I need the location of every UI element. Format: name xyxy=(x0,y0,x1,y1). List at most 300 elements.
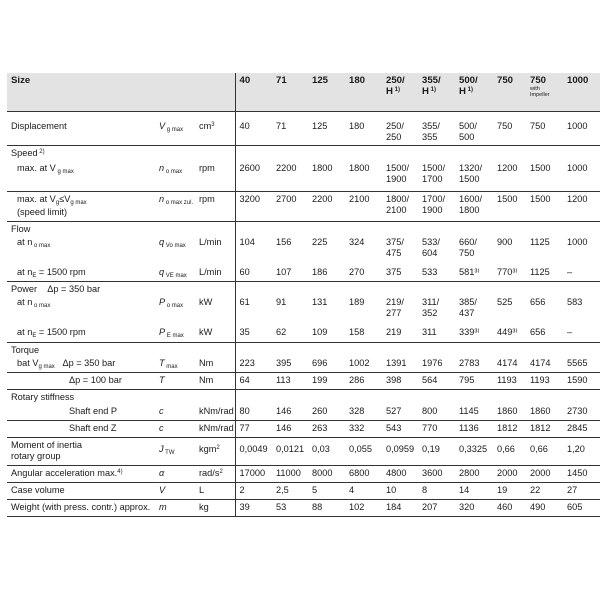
value-line: 225 xyxy=(312,236,328,247)
row-label: at n $_{o max}$ xyxy=(17,297,51,309)
value-4 xyxy=(382,438,418,466)
row-symbol xyxy=(155,295,195,325)
value-line: 184 xyxy=(386,502,402,512)
value-line: 324 xyxy=(349,236,365,247)
value-0 xyxy=(235,161,272,191)
superscript: 4) xyxy=(117,469,123,475)
value-4 xyxy=(382,483,418,500)
section-title: Power Δp = 350 bar xyxy=(11,284,101,294)
value-9 xyxy=(563,265,600,282)
value-line: 277 xyxy=(386,308,402,318)
value-line: 527 xyxy=(386,405,402,416)
size-col-3: 180 xyxy=(345,73,382,112)
value-line: 19 xyxy=(497,485,508,495)
value-3 xyxy=(345,161,382,191)
value-3 xyxy=(345,404,382,421)
value-line: 91 xyxy=(276,297,287,307)
value-line: 1450 xyxy=(567,468,588,478)
value-line: 35 xyxy=(239,327,250,337)
value-2 xyxy=(308,373,345,390)
row-torque_350 xyxy=(7,356,600,373)
value-0 xyxy=(235,325,272,342)
value-6 xyxy=(455,438,493,466)
value-7 xyxy=(493,112,526,146)
value-5 xyxy=(418,421,455,438)
value-line: 2200 xyxy=(276,163,297,173)
value-line: 525 xyxy=(497,297,513,307)
row-angular xyxy=(7,466,600,483)
value-5 xyxy=(418,373,455,390)
value-line: 900 xyxy=(497,236,513,247)
value-1 xyxy=(272,404,308,421)
value-2 xyxy=(308,483,345,500)
subscript: g xyxy=(55,199,60,206)
value-3 xyxy=(345,438,382,466)
value-5 xyxy=(418,265,455,282)
value-line: 1860 xyxy=(497,405,518,416)
value-6 xyxy=(455,466,493,483)
symbol: P xyxy=(159,297,166,307)
impeller-note: with Impeller xyxy=(530,86,550,98)
value-line: 1125 xyxy=(530,236,550,247)
row-unit: rpm xyxy=(195,161,235,191)
value-2 xyxy=(308,295,345,325)
value-line: 0,66 xyxy=(530,444,548,454)
value-line: 17000 xyxy=(239,468,266,478)
value-line: 8000 xyxy=(312,468,333,478)
value-5 xyxy=(418,356,455,373)
value-4 xyxy=(382,466,418,483)
value-9 xyxy=(563,483,600,500)
value-6 xyxy=(455,421,493,438)
value-0 xyxy=(235,265,272,282)
value-line: 352 xyxy=(422,308,438,318)
value-0 xyxy=(235,500,272,517)
value-line: 660/ xyxy=(459,236,477,247)
value-line: 146 xyxy=(276,405,292,416)
value-8 xyxy=(526,373,563,390)
value-2 xyxy=(308,356,345,373)
value-8 xyxy=(526,421,563,438)
value-2 xyxy=(308,191,345,221)
condition: Δp = 350 bar xyxy=(37,284,101,294)
section-title: Flow xyxy=(11,223,31,234)
row-stiff_z xyxy=(7,421,600,438)
value-line: 1500 xyxy=(459,174,480,184)
value-line: 1590 xyxy=(567,375,588,385)
row-symbol xyxy=(155,265,195,282)
value-line: 10 xyxy=(386,485,397,495)
value-line: 113 xyxy=(276,375,291,385)
subscript: o max xyxy=(165,303,184,309)
value-line: 490 xyxy=(530,502,546,512)
value-9 xyxy=(563,438,600,466)
size-col-2: 125 xyxy=(308,73,345,112)
value-1 xyxy=(272,483,308,500)
value-7 xyxy=(493,265,526,282)
row-label: Δp = 100 bar xyxy=(7,373,155,390)
value-9 xyxy=(563,191,600,221)
value-9 xyxy=(563,500,600,517)
value-line: 5 xyxy=(312,485,318,495)
value-line: 500/ xyxy=(459,121,477,131)
value-8 xyxy=(526,295,563,325)
value-line: 2700 xyxy=(276,193,297,204)
row-unit: rpm xyxy=(195,191,235,221)
row-inertia xyxy=(7,438,600,466)
value-3 xyxy=(345,325,382,342)
row-stiff_p xyxy=(7,404,600,421)
value-3 xyxy=(345,235,382,265)
value-6 xyxy=(455,404,493,421)
value-0 xyxy=(235,404,272,421)
value-line: 14 xyxy=(459,485,470,495)
value-line: 583 xyxy=(567,297,583,307)
symbol: m xyxy=(159,502,167,512)
value-line: 750 xyxy=(530,121,546,131)
value-line: 1145 xyxy=(459,405,479,416)
value-5 xyxy=(418,438,455,466)
value-8 xyxy=(526,112,563,146)
subscript: max xyxy=(164,363,178,370)
value-4 xyxy=(382,404,418,421)
value-3 xyxy=(345,483,382,500)
row-weight xyxy=(7,500,600,517)
value-line: 1900 xyxy=(422,204,443,215)
row-symbol xyxy=(155,438,195,466)
value-9 xyxy=(563,466,600,483)
value-line: 2783 xyxy=(459,357,480,368)
value-line: 375 xyxy=(386,266,402,277)
value-line: 22 xyxy=(530,485,541,495)
value-line: 770 xyxy=(422,423,438,433)
value-0 xyxy=(235,295,272,325)
value-1 xyxy=(272,295,308,325)
value-line: 1700/ xyxy=(422,193,445,204)
value-5 xyxy=(418,483,455,500)
size-col-0: 40 xyxy=(235,73,272,112)
value-7 xyxy=(493,325,526,342)
size-col-8: 750 with Impeller xyxy=(526,73,563,112)
size-label: Size xyxy=(7,73,155,112)
value-9 xyxy=(563,373,600,390)
value-7 xyxy=(493,404,526,421)
row-unit: kNm/rad xyxy=(195,404,235,421)
value-6 xyxy=(455,161,493,191)
value-line: 107 xyxy=(276,266,292,277)
value-0 xyxy=(235,373,272,390)
value-2 xyxy=(308,421,345,438)
section-title: Speed $^{2)}$ xyxy=(11,148,45,158)
value-line: 189 xyxy=(349,297,365,307)
row-unit: kW xyxy=(199,297,213,307)
subscript: o max xyxy=(32,303,51,309)
value-line: 460 xyxy=(497,502,513,512)
value-line: 2200 xyxy=(312,193,333,204)
row-label: max. at $V_g\le V_{g max}$ (speed limit) xyxy=(7,191,155,221)
value-5 xyxy=(418,500,455,517)
value-line: 604 xyxy=(422,247,438,258)
value-2 xyxy=(308,404,345,421)
size-col-6: 500/ H $^{1)}$ xyxy=(455,73,493,112)
row-unit: L/min xyxy=(199,236,222,247)
value-1 xyxy=(272,191,308,221)
value-line: 437 xyxy=(459,308,475,318)
row-symbol xyxy=(155,373,195,390)
row-displacement xyxy=(7,112,600,146)
value-line: 375/ xyxy=(386,236,404,247)
value-2 xyxy=(308,235,345,265)
value-line: 696 xyxy=(312,357,328,368)
value-line: 102 xyxy=(349,502,365,512)
value-8 xyxy=(526,483,563,500)
value-line: 1812 xyxy=(530,423,551,433)
row-unit: $cm^3$ xyxy=(195,112,235,146)
section-speed_title xyxy=(7,146,600,162)
value-line: 533/ xyxy=(422,236,440,247)
value-line: 1000 xyxy=(567,163,588,173)
value-5 xyxy=(418,404,455,421)
value-line: 1800 xyxy=(349,163,370,173)
value-line: 0,3325 xyxy=(459,444,488,454)
value-line: 53 xyxy=(276,502,287,512)
row-speed_max xyxy=(7,161,600,191)
value-line: 750 xyxy=(459,247,475,258)
value-line: 2,5 xyxy=(276,485,289,495)
value-2 xyxy=(308,112,345,146)
value-6 xyxy=(455,500,493,517)
value-line: 223 xyxy=(239,357,255,368)
value-line: 219 xyxy=(386,327,402,337)
value-7 xyxy=(493,438,526,466)
value-line: 385/ xyxy=(459,297,477,307)
value-line: 1193 xyxy=(530,375,550,385)
row-unit: kg xyxy=(195,500,235,517)
value-3 xyxy=(345,112,382,146)
superscript: 1) xyxy=(428,87,436,93)
value-line: 4800 xyxy=(386,468,407,478)
value-line: 1976 xyxy=(422,357,443,368)
row-symbol xyxy=(155,235,195,265)
value-4 xyxy=(382,265,418,282)
row-case xyxy=(7,483,600,500)
value-line: 11000 xyxy=(276,468,301,478)
value-2 xyxy=(308,325,345,342)
value-line: 4 xyxy=(349,485,355,495)
value-line: 656 xyxy=(530,327,546,337)
value-3 xyxy=(345,500,382,517)
value-line: 311 xyxy=(422,327,437,337)
row-symbol xyxy=(155,112,195,146)
value-7 xyxy=(493,421,526,438)
row-unit: Nm xyxy=(195,373,235,390)
subscript: g max xyxy=(38,363,55,370)
value-line: 332 xyxy=(349,423,365,433)
subscript: Vo max xyxy=(164,242,186,249)
table-header xyxy=(7,73,600,112)
value-line: 2000 xyxy=(497,468,518,478)
section-stiff_title xyxy=(7,390,600,404)
row-symbol xyxy=(155,466,195,483)
value-8 xyxy=(526,265,563,282)
value-line: 1000 xyxy=(567,236,588,247)
value-1 xyxy=(272,265,308,282)
row-torque_100 xyxy=(7,373,600,390)
value-0 xyxy=(235,466,272,483)
row-symbol xyxy=(155,161,195,191)
size-col-7: 750 xyxy=(493,73,526,112)
row-label: at n $_{o max}$ xyxy=(17,236,51,249)
value-0 xyxy=(235,356,272,373)
subscript: o max zul. xyxy=(164,199,194,206)
value-0 xyxy=(235,112,272,146)
row-flow_1500 xyxy=(7,265,600,282)
value-line: 1812 xyxy=(497,423,518,433)
value-9 xyxy=(563,112,600,146)
value-6 xyxy=(455,191,493,221)
subscript: E max xyxy=(165,333,184,339)
value-8 xyxy=(526,500,563,517)
value-line: 1800/ xyxy=(386,193,409,204)
value-5 xyxy=(418,235,455,265)
value-7 xyxy=(493,161,526,191)
row-unit: rad/$s^2$ xyxy=(195,466,235,483)
value-1 xyxy=(272,438,308,466)
value-line: 109 xyxy=(312,327,328,337)
row-symbol xyxy=(155,421,195,438)
value-6 xyxy=(455,265,493,282)
value-line: 3600 xyxy=(422,468,443,478)
value-4 xyxy=(382,191,418,221)
subscript: g max xyxy=(165,127,184,133)
value-1 xyxy=(272,356,308,373)
value-3 xyxy=(345,191,382,221)
value-line: 2100 xyxy=(349,193,370,204)
row-symbol xyxy=(155,191,195,221)
subscript: o max xyxy=(32,242,51,249)
value-line: 0,03 xyxy=(312,444,330,454)
superscript: 2) xyxy=(37,149,45,155)
value-4 xyxy=(382,373,418,390)
value-6 xyxy=(455,112,493,146)
value-line: 1500/ xyxy=(422,163,445,173)
value-line: 0,0121 xyxy=(276,444,305,454)
value-2 xyxy=(308,265,345,282)
size-col-1: 71 xyxy=(272,73,308,112)
row-label: Shaft end Z xyxy=(7,421,155,438)
value-6 xyxy=(455,373,493,390)
header-spacer xyxy=(195,73,235,112)
value-2 xyxy=(308,438,345,466)
value-line: 1800 xyxy=(459,204,480,215)
row-speed_limit xyxy=(7,191,600,221)
value-line: 1002 xyxy=(349,357,370,368)
superscript: 2 xyxy=(219,469,223,475)
value-line: 2100 xyxy=(386,204,407,215)
value-4 xyxy=(382,421,418,438)
value-line: 2845 xyxy=(567,423,588,433)
value-line: 2 xyxy=(239,485,245,495)
value-3 xyxy=(345,356,382,373)
value-line: 180 xyxy=(349,121,365,131)
value-line: 1500 xyxy=(530,193,551,204)
value-5 xyxy=(418,161,455,191)
symbol: n xyxy=(159,163,165,173)
value-0 xyxy=(235,191,272,221)
row-label: Shaft end P xyxy=(7,404,155,421)
value-line: 40 xyxy=(239,121,250,131)
subscript: VE max xyxy=(164,272,187,279)
superscript: 2 xyxy=(216,445,220,451)
value-line: 355 xyxy=(422,132,438,142)
value-line: 0,055 xyxy=(349,444,372,454)
value-4 xyxy=(382,161,418,191)
value-7 xyxy=(493,373,526,390)
superscript: 1) xyxy=(465,87,473,93)
value-line: 4174 xyxy=(497,357,518,368)
value-0 xyxy=(235,438,272,466)
value-3 xyxy=(345,421,382,438)
row-label: bat $V_{g max}$ Δp = 350 bar xyxy=(7,356,155,373)
value-line: 1500/ xyxy=(386,163,409,173)
value-line: 564 xyxy=(422,375,438,385)
section-title: Torque xyxy=(11,344,40,355)
value-line: 64 xyxy=(239,375,250,385)
section-title: Rotary stiffness xyxy=(11,392,75,402)
value-line: 1200 xyxy=(497,163,518,173)
value-line: 1136 xyxy=(459,423,479,433)
value-4 xyxy=(382,356,418,373)
value-9 xyxy=(563,235,600,265)
size-col-9: 1000 xyxy=(563,73,600,112)
value-8 xyxy=(526,161,563,191)
value-2 xyxy=(308,466,345,483)
value-line: 800 xyxy=(422,405,438,416)
value-line: 2800 xyxy=(459,468,480,478)
value-line: 125 xyxy=(312,121,328,131)
value-2 xyxy=(308,500,345,517)
value-line: 1,20 xyxy=(567,444,585,454)
value-line: 270 xyxy=(349,266,365,277)
subscript: o max xyxy=(164,169,183,175)
value-line: – xyxy=(567,327,573,337)
value-4 xyxy=(382,500,418,517)
value-line: 1000 xyxy=(567,121,588,131)
value-4 xyxy=(382,235,418,265)
value-line: 750 xyxy=(497,121,513,131)
row-unit: kW xyxy=(195,325,235,342)
subscript: E xyxy=(32,272,37,279)
value-line: 0,0049 xyxy=(239,444,268,454)
value-line: 186 xyxy=(312,266,328,277)
value-1 xyxy=(272,235,308,265)
value-line: 27 xyxy=(567,485,578,495)
value-9 xyxy=(563,404,600,421)
value-line: 77 xyxy=(239,423,250,433)
symbol: J xyxy=(159,444,164,454)
value-line: 1320/ xyxy=(459,163,482,173)
value-line: 1391 xyxy=(386,357,407,368)
value-line: 62 xyxy=(276,327,287,337)
value-line: 339³⁾ xyxy=(459,327,480,337)
value-line: 250 xyxy=(386,132,402,142)
value-1 xyxy=(272,325,308,342)
value-line: 1800 xyxy=(312,163,333,173)
value-line: 263 xyxy=(312,423,328,433)
value-0 xyxy=(235,483,272,500)
row-label: Moment of inertia rotary group xyxy=(7,438,155,466)
value-line: 3200 xyxy=(239,193,260,204)
